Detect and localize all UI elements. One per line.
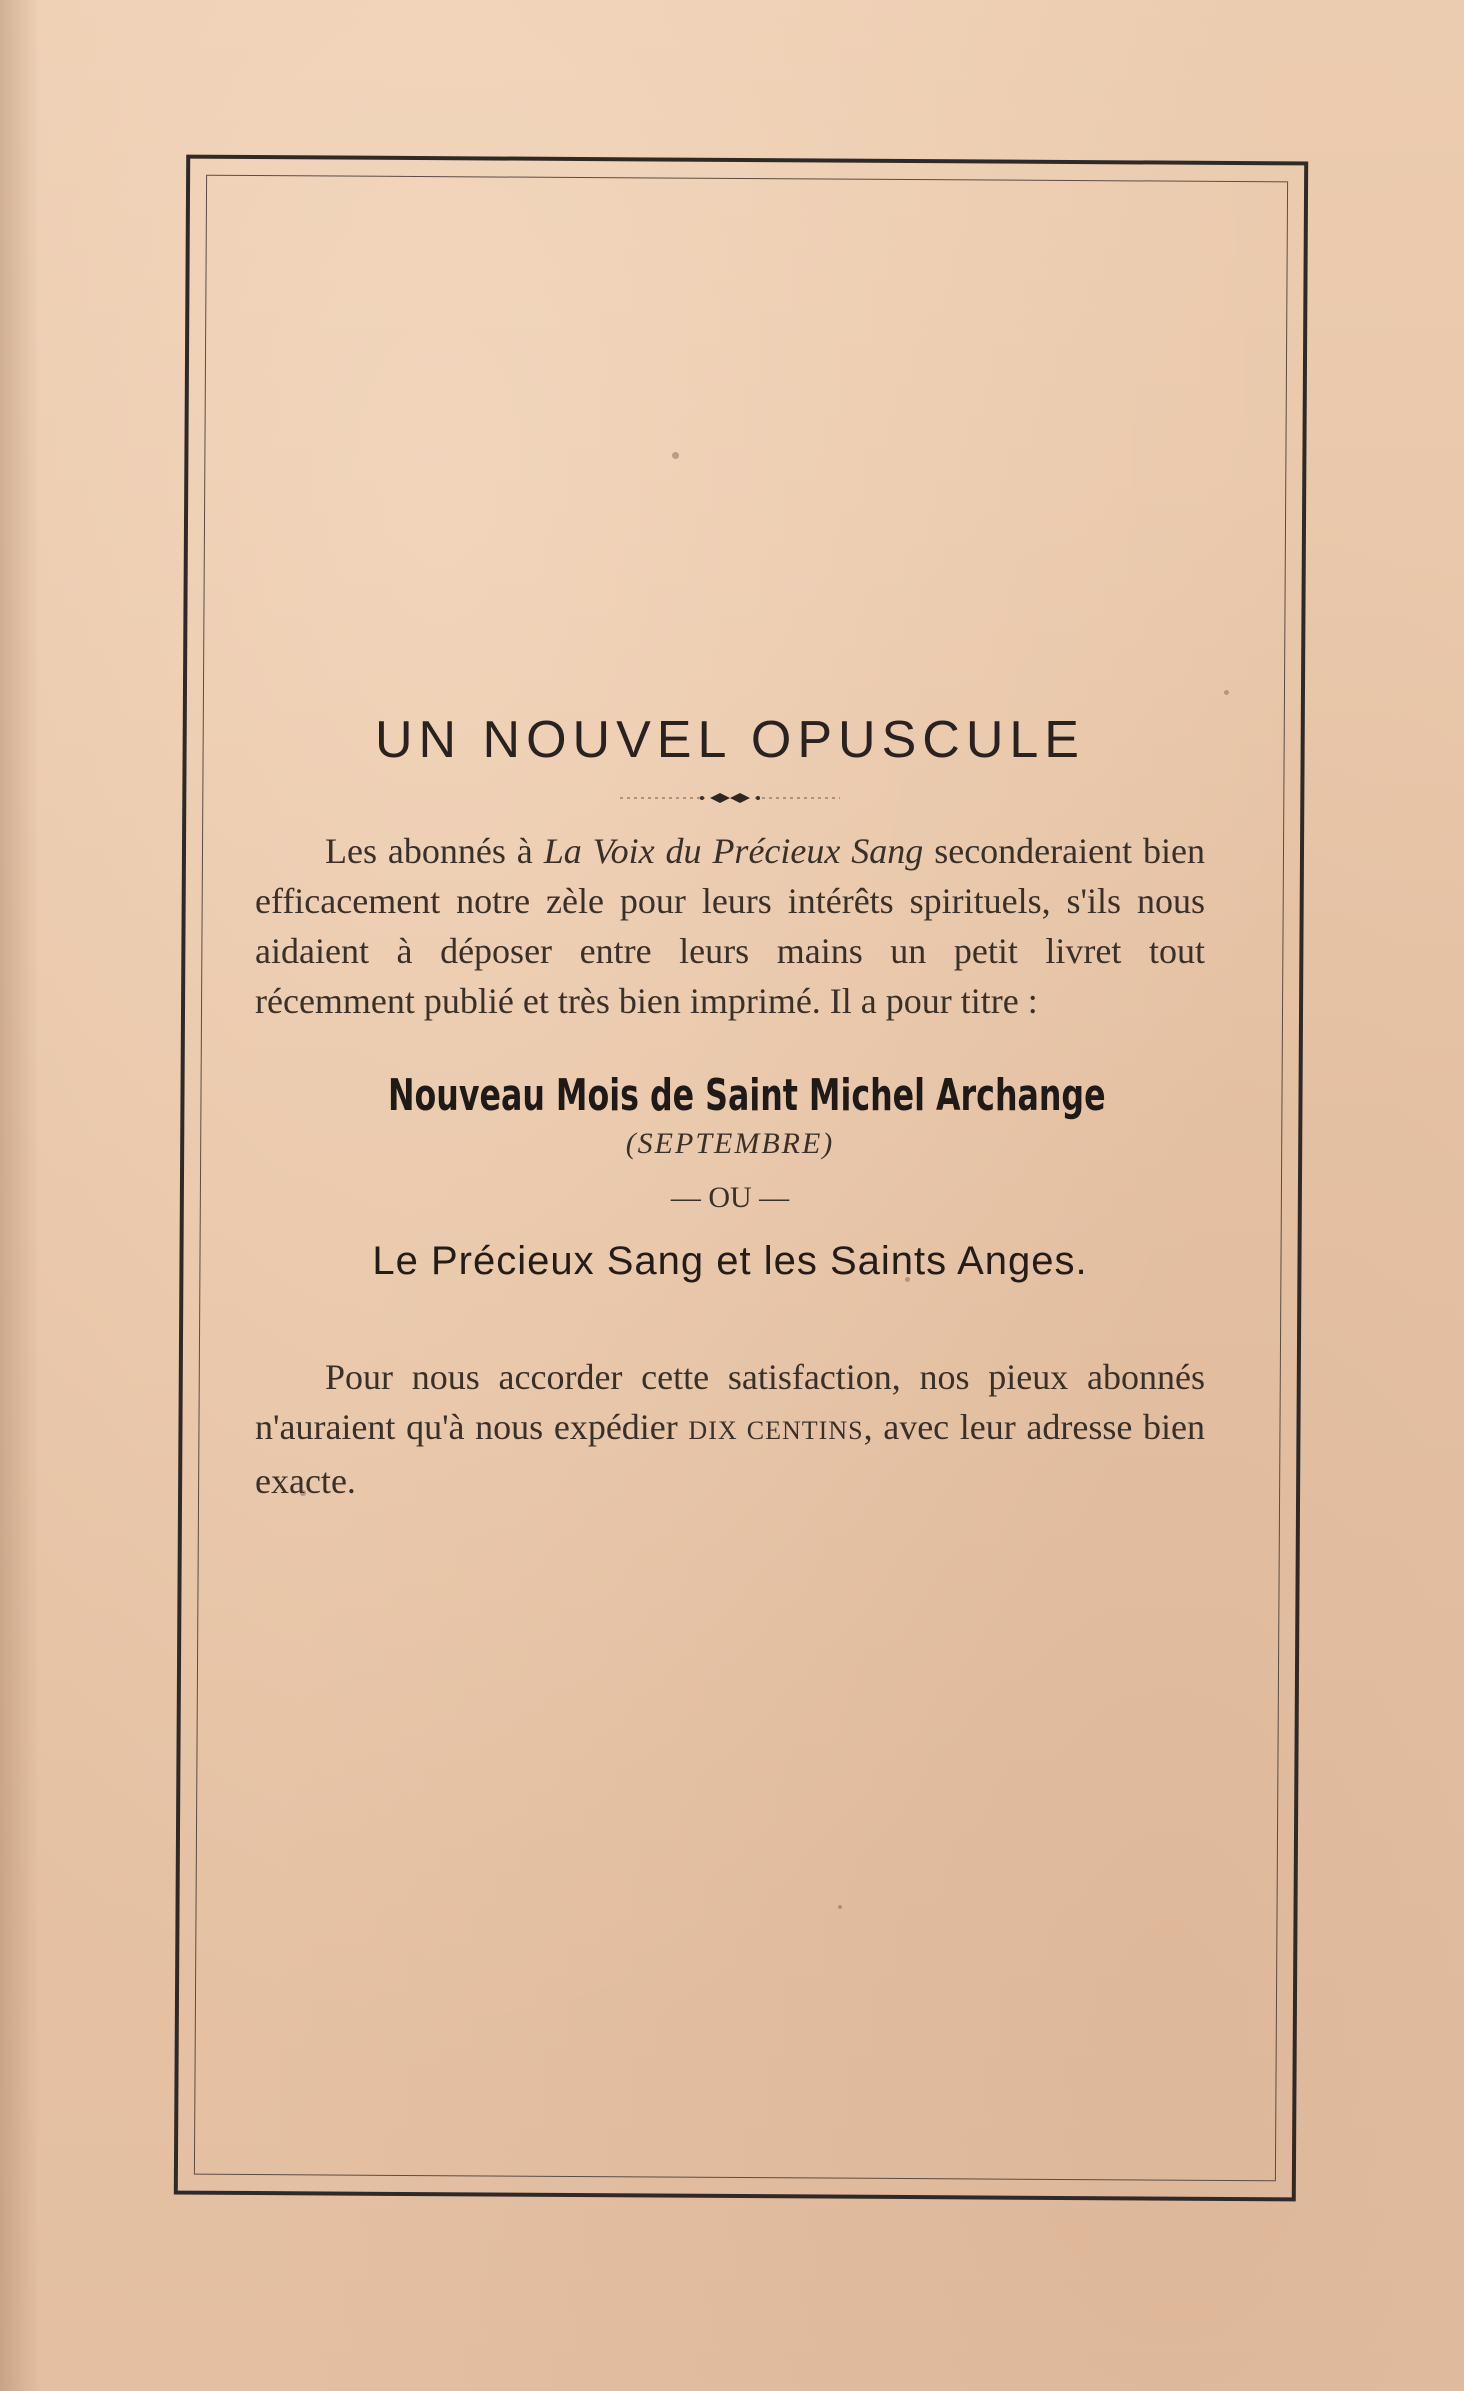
closing-text: Pour nous accorder cette satisfaction, nos pieux abonnés n'auraient qu'à nous expédier (255, 1357, 1205, 1447)
price-smallcaps: DIX CENTINS (688, 1416, 864, 1445)
or-separator: — OU — (670, 1181, 790, 1214)
page-edge-shadow (0, 0, 40, 2391)
closing-paragraph (255, 1352, 1205, 1506)
publication-name: La Voix du Précieux Sang (543, 831, 924, 871)
intro-paragraph (255, 826, 1205, 1026)
intro-text-start: Les abonnés à (325, 831, 544, 871)
notice-title: UN NOUVEL OPUSCULE (375, 711, 1085, 769)
closing-tail: , avec leur adresse bien exacte. (255, 1407, 1205, 1501)
ornament-divider-icon (610, 788, 850, 808)
book-title: Nouveau Mois de Saint Michel Archange (388, 1070, 1106, 1121)
book-subtitle: (SEPTEMBRE) (625, 1127, 835, 1160)
notice-content (255, 710, 1205, 1506)
intro-text-rest: seconderaient bien efficacement notre zèle pour leurs intérêts spirituels, s'ils nous aidaient à déposer entre leurs mains un petit livret tout récemment publié et très bien imprimé. Il a pour titre : (255, 831, 1205, 1021)
alternate-title: Le Précieux Sang et les Saints Anges. (372, 1239, 1088, 1283)
